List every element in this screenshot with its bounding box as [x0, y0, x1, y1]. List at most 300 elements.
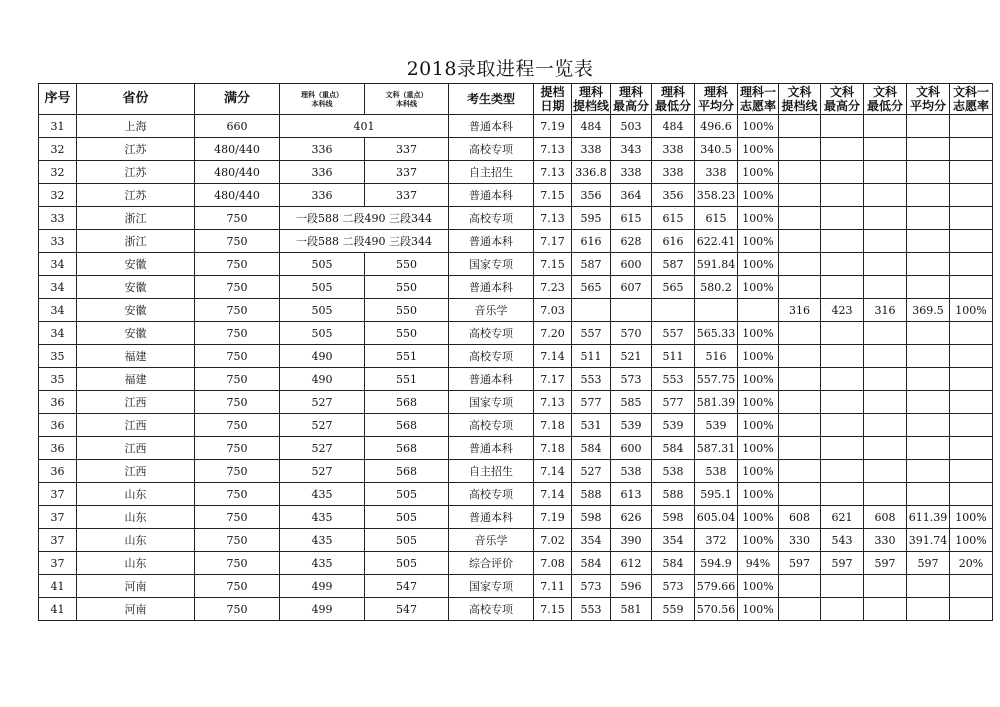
cell-full-score: 750	[195, 460, 280, 483]
cell-sci-rate: 100%	[738, 598, 779, 621]
header-sci-tidang	[572, 84, 611, 115]
cell-sci-rate: 100%	[738, 161, 779, 184]
cell-province: 安徽	[77, 253, 195, 276]
cell-sci-avg: 591.84	[695, 253, 738, 276]
cell-lib-rate	[950, 345, 993, 368]
cell-lib-line: 505	[365, 552, 449, 575]
table-row	[39, 437, 993, 460]
cell-type: 高校专项	[449, 598, 534, 621]
cell-lib-line: 337	[365, 138, 449, 161]
header-lib-max	[821, 84, 864, 115]
page-title: 2018录取进程一览表	[406, 58, 594, 80]
cell-lib-min	[864, 391, 907, 414]
header-lib-tidang-1: 文科	[787, 85, 812, 99]
cell-date: 7.08	[534, 552, 572, 575]
cell-lib-min	[864, 230, 907, 253]
cell-sci-tidang: 616	[572, 230, 611, 253]
cell-seq: 37	[39, 552, 77, 575]
cell-lib-line: 505	[365, 529, 449, 552]
table-row	[39, 299, 993, 322]
cell-lib-max	[821, 115, 864, 138]
cell-lib-avg	[907, 230, 950, 253]
table-row	[39, 184, 993, 207]
header-full-score: 满分	[195, 84, 280, 115]
cell-sci-max: 612	[611, 552, 652, 575]
cell-merged-lines: 一段588 二段490 三段344	[280, 207, 449, 230]
cell-date: 7.02	[534, 529, 572, 552]
cell-lib-avg	[907, 161, 950, 184]
cell-sci-max: 539	[611, 414, 652, 437]
cell-sci-line: 336	[280, 184, 365, 207]
cell-sci-max: 613	[611, 483, 652, 506]
cell-lib-rate: 100%	[950, 506, 993, 529]
cell-type: 音乐学	[449, 529, 534, 552]
cell-lib-min: 316	[864, 299, 907, 322]
cell-sci-rate: 100%	[738, 437, 779, 460]
header-lib-max-2: 最高分	[823, 99, 860, 113]
cell-sci-rate: 100%	[738, 575, 779, 598]
cell-lib-avg	[907, 322, 950, 345]
cell-lib-min: 597	[864, 552, 907, 575]
cell-lib-min	[864, 322, 907, 345]
cell-province: 江苏	[77, 161, 195, 184]
cell-lib-tidang: 330	[779, 529, 821, 552]
cell-sci-rate: 100%	[738, 483, 779, 506]
cell-full-score: 750	[195, 368, 280, 391]
table-row	[39, 161, 993, 184]
cell-sci-min	[652, 299, 695, 322]
cell-sci-min: 553	[652, 368, 695, 391]
cell-type: 高校专项	[449, 483, 534, 506]
cell-lib-min	[864, 276, 907, 299]
header-sci-max-2: 最高分	[612, 99, 649, 113]
cell-lib-line: 550	[365, 276, 449, 299]
cell-seq: 33	[39, 207, 77, 230]
cell-lib-min	[864, 483, 907, 506]
cell-full-score: 750	[195, 322, 280, 345]
cell-lib-max	[821, 253, 864, 276]
cell-lib-max	[821, 575, 864, 598]
cell-date: 7.14	[534, 345, 572, 368]
cell-lib-rate	[950, 437, 993, 460]
cell-sci-rate: 100%	[738, 115, 779, 138]
cell-sci-max: 626	[611, 506, 652, 529]
header-lib-avg-1: 文科	[915, 85, 940, 99]
cell-date: 7.23	[534, 276, 572, 299]
header-lib-tidang	[779, 84, 821, 115]
cell-sci-line: 527	[280, 391, 365, 414]
cell-lib-tidang	[779, 483, 821, 506]
cell-lib-avg	[907, 483, 950, 506]
cell-sci-line: 435	[280, 506, 365, 529]
cell-sci-avg: 580.2	[695, 276, 738, 299]
cell-sci-max: 570	[611, 322, 652, 345]
cell-sci-min: 511	[652, 345, 695, 368]
cell-seq: 32	[39, 184, 77, 207]
cell-merged-lines: 401	[280, 115, 449, 138]
header-province: 省份	[77, 84, 195, 115]
cell-sci-min: 616	[652, 230, 695, 253]
header-sci-tidang-1: 理科	[578, 85, 603, 99]
header-lib-tidang-2: 提档线	[781, 99, 818, 113]
cell-seq: 34	[39, 299, 77, 322]
cell-sci-avg: 615	[695, 207, 738, 230]
cell-full-score: 480/440	[195, 138, 280, 161]
cell-lib-max	[821, 276, 864, 299]
cell-seq: 35	[39, 345, 77, 368]
cell-sci-rate: 100%	[738, 368, 779, 391]
cell-lib-line: 568	[365, 460, 449, 483]
cell-sci-max: 628	[611, 230, 652, 253]
cell-full-score: 750	[195, 437, 280, 460]
cell-lib-min	[864, 414, 907, 437]
cell-sci-rate: 100%	[738, 506, 779, 529]
cell-sci-max: 600	[611, 437, 652, 460]
cell-lib-rate	[950, 276, 993, 299]
cell-province: 上海	[77, 115, 195, 138]
cell-sci-tidang	[572, 299, 611, 322]
header-date-1: 提档	[540, 85, 565, 99]
table-row	[39, 322, 993, 345]
header-date	[534, 84, 572, 115]
cell-seq: 37	[39, 483, 77, 506]
cell-lib-max	[821, 138, 864, 161]
cell-seq: 36	[39, 437, 77, 460]
table-row	[39, 230, 993, 253]
cell-lib-max	[821, 322, 864, 345]
cell-date: 7.18	[534, 414, 572, 437]
cell-sci-rate: 100%	[738, 391, 779, 414]
cell-sci-min: 615	[652, 207, 695, 230]
cell-lib-rate	[950, 483, 993, 506]
cell-lib-max	[821, 437, 864, 460]
cell-date: 7.13	[534, 138, 572, 161]
cell-full-score: 750	[195, 345, 280, 368]
cell-date: 7.20	[534, 322, 572, 345]
cell-lib-tidang	[779, 138, 821, 161]
cell-lib-tidang	[779, 207, 821, 230]
cell-sci-min: 565	[652, 276, 695, 299]
cell-type: 普通本科	[449, 276, 534, 299]
table-row	[39, 460, 993, 483]
cell-sci-max: 607	[611, 276, 652, 299]
cell-sci-min: 338	[652, 138, 695, 161]
cell-province: 江苏	[77, 138, 195, 161]
cell-sci-line: 336	[280, 138, 365, 161]
cell-sci-tidang: 584	[572, 552, 611, 575]
cell-type: 自主招生	[449, 460, 534, 483]
header-lib-rate-2: 志愿率	[952, 99, 989, 113]
cell-seq: 41	[39, 575, 77, 598]
header-sci-min	[652, 84, 695, 115]
header-sci-rate-2: 志愿率	[739, 99, 776, 113]
cell-lib-avg: 391.74	[907, 529, 950, 552]
cell-merged-lines: 一段588 二段490 三段344	[280, 230, 449, 253]
cell-sci-tidang: 553	[572, 368, 611, 391]
table-row	[39, 483, 993, 506]
cell-lib-rate	[950, 207, 993, 230]
cell-seq: 33	[39, 230, 77, 253]
cell-lib-min	[864, 575, 907, 598]
cell-lib-min	[864, 207, 907, 230]
cell-seq: 34	[39, 276, 77, 299]
cell-date: 7.11	[534, 575, 572, 598]
cell-lib-avg	[907, 184, 950, 207]
cell-lib-min	[864, 460, 907, 483]
header-sci-rate	[738, 84, 779, 115]
cell-lib-tidang	[779, 460, 821, 483]
cell-lib-min	[864, 253, 907, 276]
cell-sci-line: 435	[280, 529, 365, 552]
cell-sci-min: 584	[652, 437, 695, 460]
cell-sci-line: 527	[280, 460, 365, 483]
cell-sci-tidang: 584	[572, 437, 611, 460]
header-row	[39, 84, 993, 115]
cell-lib-rate	[950, 414, 993, 437]
cell-sci-min: 356	[652, 184, 695, 207]
cell-type: 高校专项	[449, 138, 534, 161]
cell-full-score: 750	[195, 598, 280, 621]
cell-full-score: 750	[195, 414, 280, 437]
cell-province: 山东	[77, 529, 195, 552]
cell-sci-tidang: 587	[572, 253, 611, 276]
cell-lib-max	[821, 460, 864, 483]
cell-sci-avg: 579.66	[695, 575, 738, 598]
cell-seq: 41	[39, 598, 77, 621]
cell-lib-line: 568	[365, 414, 449, 437]
cell-lib-avg	[907, 391, 950, 414]
cell-seq: 37	[39, 529, 77, 552]
cell-sci-rate: 100%	[738, 460, 779, 483]
cell-lib-min: 608	[864, 506, 907, 529]
header-sci-min-1: 理科	[660, 85, 685, 99]
cell-sci-rate: 100%	[738, 414, 779, 437]
cell-sci-min: 588	[652, 483, 695, 506]
header-lib-line-1: 文科（重点）	[385, 90, 428, 99]
table-row	[39, 575, 993, 598]
cell-lib-tidang	[779, 391, 821, 414]
cell-sci-tidang: 553	[572, 598, 611, 621]
cell-sci-avg: 565.33	[695, 322, 738, 345]
cell-sci-max: 596	[611, 575, 652, 598]
cell-lib-max	[821, 391, 864, 414]
cell-province: 安徽	[77, 322, 195, 345]
cell-sci-avg: 622.41	[695, 230, 738, 253]
cell-lib-tidang: 316	[779, 299, 821, 322]
cell-date: 7.14	[534, 460, 572, 483]
cell-lib-max: 597	[821, 552, 864, 575]
header-lib-line-2: 本科线	[396, 99, 417, 108]
cell-sci-min: 557	[652, 322, 695, 345]
cell-lib-min	[864, 184, 907, 207]
cell-lib-avg	[907, 138, 950, 161]
cell-type: 国家专项	[449, 391, 534, 414]
cell-lib-min	[864, 368, 907, 391]
cell-sci-avg: 340.5	[695, 138, 738, 161]
cell-sci-rate: 100%	[738, 276, 779, 299]
cell-lib-tidang	[779, 345, 821, 368]
cell-sci-line: 490	[280, 345, 365, 368]
cell-sci-line: 527	[280, 437, 365, 460]
cell-sci-tidang: 557	[572, 322, 611, 345]
cell-date: 7.15	[534, 253, 572, 276]
cell-lib-line: 547	[365, 575, 449, 598]
table-row	[39, 529, 993, 552]
cell-sci-tidang: 356	[572, 184, 611, 207]
cell-lib-line: 568	[365, 391, 449, 414]
cell-sci-rate: 100%	[738, 322, 779, 345]
cell-lib-max	[821, 161, 864, 184]
cell-sci-max: 338	[611, 161, 652, 184]
cell-lib-tidang	[779, 368, 821, 391]
table-row	[39, 391, 993, 414]
cell-province: 安徽	[77, 299, 195, 322]
cell-lib-rate	[950, 322, 993, 345]
cell-province: 浙江	[77, 207, 195, 230]
cell-lib-rate	[950, 253, 993, 276]
cell-province: 山东	[77, 506, 195, 529]
cell-lib-max	[821, 368, 864, 391]
cell-sci-avg: 605.04	[695, 506, 738, 529]
cell-sci-avg: 581.39	[695, 391, 738, 414]
cell-sci-line: 499	[280, 598, 365, 621]
table-row	[39, 552, 993, 575]
cell-sci-avg: 587.31	[695, 437, 738, 460]
cell-sci-avg: 358.23	[695, 184, 738, 207]
cell-lib-tidang: 597	[779, 552, 821, 575]
cell-sci-min: 587	[652, 253, 695, 276]
cell-lib-rate: 20%	[950, 552, 993, 575]
table-row	[39, 207, 993, 230]
cell-type: 普通本科	[449, 184, 534, 207]
cell-sci-line: 505	[280, 276, 365, 299]
cell-sci-max: 600	[611, 253, 652, 276]
cell-lib-min	[864, 138, 907, 161]
cell-sci-rate: 100%	[738, 345, 779, 368]
cell-sci-avg: 372	[695, 529, 738, 552]
cell-lib-min	[864, 598, 907, 621]
header-lib-max-1: 文科	[829, 85, 854, 99]
cell-lib-avg	[907, 345, 950, 368]
cell-sci-min: 338	[652, 161, 695, 184]
header-lib-min-2: 最低分	[866, 99, 903, 113]
cell-lib-min	[864, 161, 907, 184]
cell-sci-rate: 94%	[738, 552, 779, 575]
cell-lib-rate	[950, 184, 993, 207]
header-type: 考生类型	[449, 84, 534, 115]
cell-seq: 34	[39, 322, 77, 345]
cell-sci-avg	[695, 299, 738, 322]
cell-lib-tidang: 608	[779, 506, 821, 529]
cell-seq: 37	[39, 506, 77, 529]
cell-type: 普通本科	[449, 437, 534, 460]
cell-type: 高校专项	[449, 414, 534, 437]
cell-lib-avg: 611.39	[907, 506, 950, 529]
cell-date: 7.17	[534, 230, 572, 253]
cell-lib-line: 568	[365, 437, 449, 460]
cell-sci-avg: 496.6	[695, 115, 738, 138]
cell-sci-line: 505	[280, 253, 365, 276]
header-sci-avg-1: 理科	[703, 85, 728, 99]
cell-province: 山东	[77, 552, 195, 575]
cell-sci-tidang: 573	[572, 575, 611, 598]
cell-sci-max	[611, 299, 652, 322]
header-lib-avg-2: 平均分	[909, 99, 946, 113]
cell-seq: 34	[39, 253, 77, 276]
cell-sci-avg: 538	[695, 460, 738, 483]
cell-sci-line: 527	[280, 414, 365, 437]
header-date-2: 日期	[540, 99, 565, 113]
cell-sci-line: 499	[280, 575, 365, 598]
cell-lib-max	[821, 598, 864, 621]
cell-sci-tidang: 598	[572, 506, 611, 529]
cell-sci-line: 336	[280, 161, 365, 184]
cell-date: 7.19	[534, 115, 572, 138]
cell-lib-rate	[950, 391, 993, 414]
cell-lib-tidang	[779, 414, 821, 437]
cell-province: 河南	[77, 575, 195, 598]
cell-province: 河南	[77, 598, 195, 621]
cell-lib-max	[821, 230, 864, 253]
cell-type: 高校专项	[449, 322, 534, 345]
cell-lib-line: 550	[365, 253, 449, 276]
cell-sci-min: 573	[652, 575, 695, 598]
cell-date: 7.03	[534, 299, 572, 322]
cell-type: 自主招生	[449, 161, 534, 184]
table-row	[39, 138, 993, 161]
cell-full-score: 750	[195, 575, 280, 598]
header-lib-min	[864, 84, 907, 115]
cell-sci-min: 584	[652, 552, 695, 575]
cell-sci-min: 354	[652, 529, 695, 552]
cell-sci-tidang: 336.8	[572, 161, 611, 184]
cell-date: 7.15	[534, 598, 572, 621]
cell-sci-tidang: 577	[572, 391, 611, 414]
cell-lib-rate	[950, 460, 993, 483]
cell-date: 7.17	[534, 368, 572, 391]
cell-seq: 36	[39, 391, 77, 414]
cell-date: 7.14	[534, 483, 572, 506]
header-sci-avg-2: 平均分	[697, 99, 734, 113]
cell-lib-min: 330	[864, 529, 907, 552]
cell-lib-line: 550	[365, 299, 449, 322]
cell-sci-line: 505	[280, 299, 365, 322]
header-sci-avg	[695, 84, 738, 115]
cell-lib-tidang	[779, 575, 821, 598]
cell-sci-avg: 594.9	[695, 552, 738, 575]
cell-type: 普通本科	[449, 368, 534, 391]
cell-type: 国家专项	[449, 253, 534, 276]
cell-lib-rate: 100%	[950, 529, 993, 552]
cell-lib-line: 337	[365, 184, 449, 207]
cell-sci-min: 577	[652, 391, 695, 414]
cell-seq: 36	[39, 414, 77, 437]
cell-sci-min: 539	[652, 414, 695, 437]
cell-lib-avg	[907, 575, 950, 598]
cell-seq: 36	[39, 460, 77, 483]
table-row	[39, 414, 993, 437]
cell-sci-max: 343	[611, 138, 652, 161]
cell-full-score: 750	[195, 276, 280, 299]
cell-sci-line: 435	[280, 483, 365, 506]
cell-lib-line: 505	[365, 483, 449, 506]
cell-lib-tidang	[779, 276, 821, 299]
table-body	[39, 115, 993, 621]
cell-lib-line: 551	[365, 345, 449, 368]
header-sci-rate-1: 理科一	[739, 85, 776, 99]
cell-seq: 32	[39, 138, 77, 161]
cell-lib-max	[821, 184, 864, 207]
